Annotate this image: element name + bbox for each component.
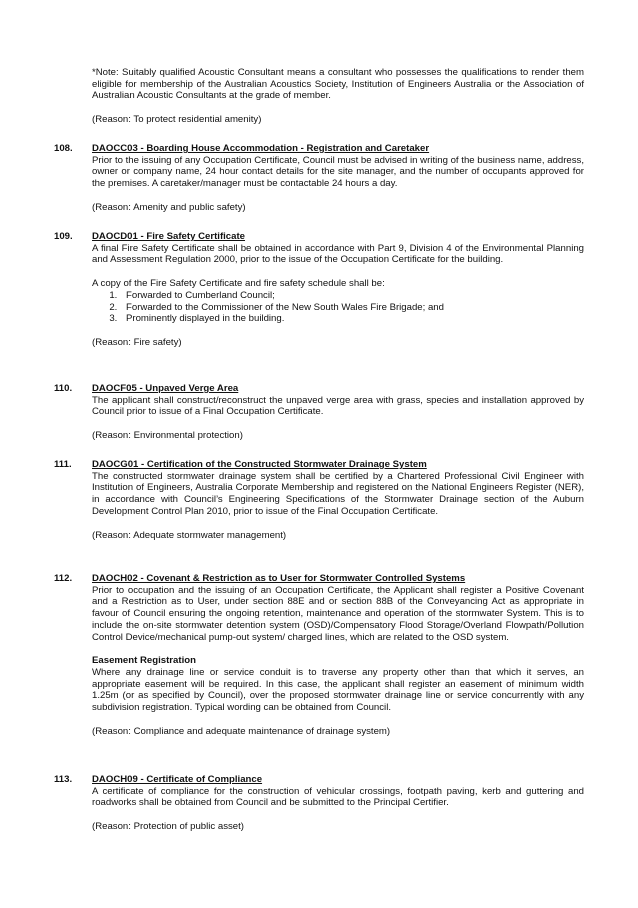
condition-number: 108. (54, 143, 73, 154)
condition-111 (54, 459, 584, 541)
condition-reason: (Reason: Environmental protection) (92, 430, 243, 442)
condition-110 (54, 383, 584, 442)
distribution-list (92, 290, 584, 325)
condition-reason: (Reason: Amenity and public safety) (92, 201, 246, 213)
condition-title: DAOCC03 - Boarding House Accommodation - Registration and Caretaker (92, 143, 430, 154)
condition-reason: (Reason: Compliance and adequate maintenance of drainage system) (92, 725, 391, 737)
condition-body: The applicant shall construct/reconstruct the unpaved verge area with grass, species and installation approved by Council prior to issue of a Final Occupation Certificate. (92, 394, 584, 418)
condition-title: DAOCH02 - Covenant & Restriction as to User for Stormwater Controlled Systems (92, 573, 466, 584)
condition-reason: (Reason: To protect residential amenity) (92, 114, 262, 126)
condition-number: 112. (54, 573, 73, 584)
list-item: 1. Forwarded to Cumberland Council; (120, 290, 584, 302)
condition-title: DAOCH09 - Certificate of Compliance (92, 774, 263, 785)
condition-body: Prior to occupation and the issuing of an Occupation Certificate, the Applicant shall register a Positive Covenant and a Restriction as to User, under section 88E and or section 88B of the Conveyancing Act as appropriate in favour of Council ensuring the ongoing retention, maintenance and operation of the stormwater System. This is to include the on-site stormwater detention system (OSD)/Compensatory Flood Storage/Overland Flowpath/Pollution Control Device/mechanical pump-out system/ charged lines, which are related to the OSD system. (92, 584, 584, 643)
condition-body: A final Fire Safety Certificate shall be obtained in accordance with Part 9, Division 4 of the Environmental Planning and Assessment Regulation 2000, prior to the issue of the Occupation Certificate for the building. (92, 242, 584, 266)
acoustic-consultant-note: *Note: Suitably qualified Acoustic Consultant means a consultant who possesses the qualifications to render them eligible for membership of the Australian Acoustics Society, Institution of Engineers Australia or the Association of Australian Acoustic Consultants at the grade of member. (92, 67, 584, 102)
condition-112 (54, 573, 584, 737)
condition-number: 110. (54, 383, 73, 394)
easement-registration-heading: Easement Registration (92, 655, 196, 667)
condition-number: 111. (54, 459, 72, 470)
condition-reason: (Reason: Fire safety) (92, 336, 182, 348)
condition-body: The constructed stormwater drainage system shall be certified by a Chartered Professional Civil Engineer with Institution of Engineers, Australia Corporate Membership and registered on the National Engineers Register (NER), in accordance with Council’s Engineering Specifications of the Stormwater Drainage section of the Auburn Development Control Plan 2010, prior to issue of the Final Occupation Certificate. (92, 470, 584, 517)
condition-number: 109. (54, 231, 73, 242)
condition-title: DAOCG01 - Certification of the Constructed Stormwater Drainage System (92, 459, 427, 470)
condition-109 (54, 231, 584, 349)
condition-reason: (Reason: Adequate stormwater management) (92, 529, 287, 541)
acoustic-note-block (92, 67, 584, 126)
condition-number: 113. (54, 774, 73, 785)
condition-body: A certificate of compliance for the construction of vehicular crossings, footpath paving, kerb and guttering and roadworks shall be obtained from Council and be submitted to the Principal Certifier. (92, 785, 584, 809)
condition-body: Prior to the issuing of any Occupation Certificate, Council must be advised in writing of the business name, address, owner or company name, 24 hour contact details for the site manager, and the number of occupants approved for the premises. A caretaker/manager must be contactable 24 hours a day. (92, 154, 584, 190)
condition-reason: (Reason: Protection of public asset) (92, 821, 244, 833)
condition-108 (54, 143, 584, 214)
condition-body-2: Where any drainage line or service conduit is to traverse any property other than that which it serves, an appropriate easement will be required. In this case, the applicant shall register an easement of minimum width 1.25m (or as specified by Council), over the proposed stormwater drainage line or service concurrently with any subdivision registration. Typical wording can be obtained from Council. (92, 666, 584, 714)
list-item: 2. Forwarded to the Commissioner of the New South Wales Fire Brigade; and (120, 302, 584, 314)
condition-body-2: A copy of the Fire Safety Certificate and fire safety schedule shall be: (92, 278, 385, 290)
condition-title: DAOCD01 - Fire Safety Certificate (92, 231, 246, 242)
list-item: 3. Prominently displayed in the building. (120, 313, 584, 325)
condition-title: DAOCF05 - Unpaved Verge Area (92, 383, 239, 394)
condition-113 (54, 774, 584, 833)
